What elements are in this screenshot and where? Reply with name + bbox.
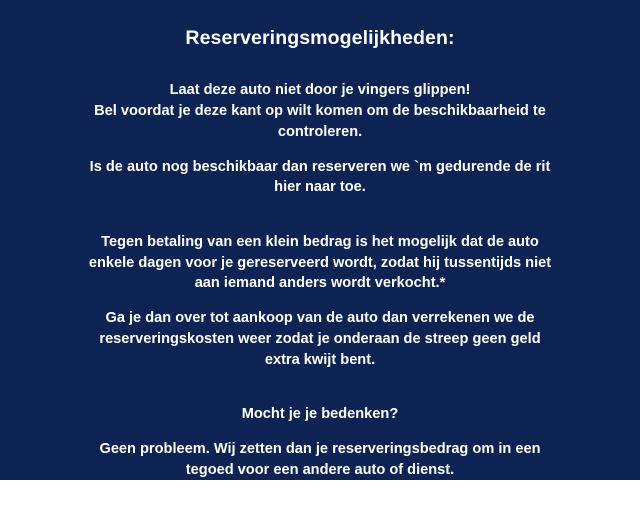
text-line: Tegen betaling van een klein bedrag is het mogelijk dat de auto <box>101 233 539 250</box>
text-line: Geen probleem. Wij zetten dan je reserveringsbedrag om in een <box>99 441 541 457</box>
text-line: tegoed voor een andere auto of dienst. <box>185 461 455 478</box>
paragraph-intro <box>56 80 584 142</box>
text-line: controleren. <box>277 123 363 140</box>
text-line: Ga je dan over tot aankoop van de auto dan verrekenen we de <box>105 310 535 327</box>
text-line: Is de auto nog beschikbaar dan reserveren we `m gedurende de rit <box>89 158 551 175</box>
paragraph-answer <box>56 439 584 480</box>
footnote: *neem contact op voor de voorwaarden / mogelijkheden. <box>183 515 457 527</box>
text-line: hier naar toe. <box>274 179 366 196</box>
text-line: extra kwijt bent. <box>264 351 376 368</box>
text-line: aan iemand anders wordt verkocht.* <box>194 275 446 292</box>
text-line: Bel voordat je deze kant op wilt komen om de beschikbaarheid te <box>94 103 546 120</box>
paragraph-payment <box>56 232 584 294</box>
paragraph-purchase <box>56 308 584 370</box>
paragraph-question <box>56 404 584 425</box>
text-line: Mocht je je bedenken? <box>241 406 399 423</box>
paragraph-availability <box>56 157 584 198</box>
text-line: enkele dagen voor je gereserveerd wordt, zodat hij tussentijds niet <box>88 254 552 271</box>
page-title: Reserveringsmogelijkheden: <box>185 27 455 49</box>
text-line: Laat deze auto niet door je vingers glippen! <box>169 82 471 99</box>
text-line: reserveringskosten weer zodat je onderaan de streep geen geld <box>99 330 541 347</box>
